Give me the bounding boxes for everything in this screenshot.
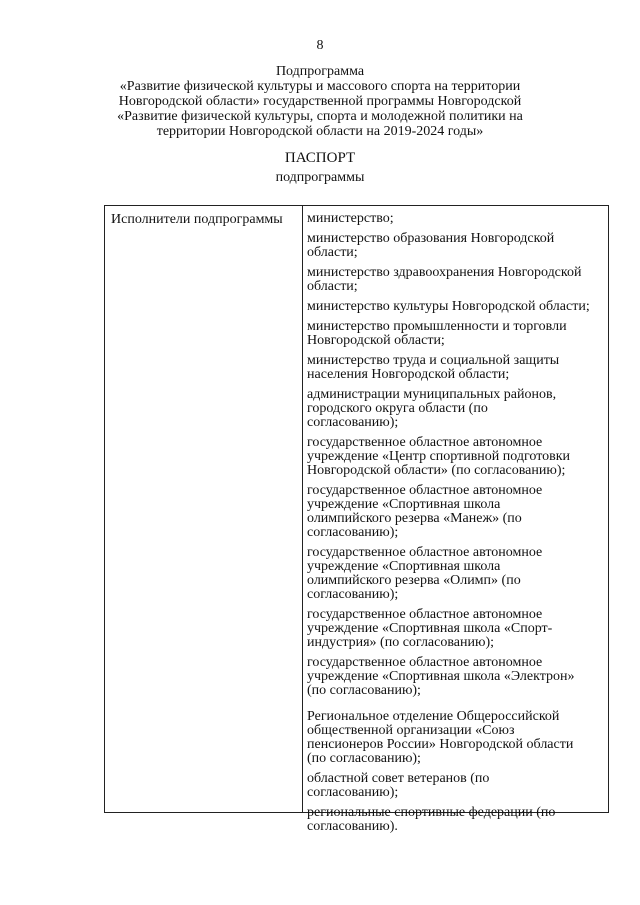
executors-list [307, 212, 607, 840]
executor-item [307, 546, 607, 602]
passport-subtitle: подпрограммы [275, 170, 365, 185]
executor-item-line: олимпийского резерва «Олимп» (по [307, 573, 521, 588]
executor-item-line: учреждение «Спортивная школа «Спорт- [307, 621, 553, 636]
executor-item-line: пенсионеров России» Новгородской области [307, 737, 574, 752]
executor-item-line: согласованию); [307, 525, 399, 540]
executor-item-line: региональные спортивные федерации (по [307, 805, 556, 820]
executor-item-line: министерство здравоохранения Новгородской [307, 265, 582, 280]
executor-item-line: государственное областное автономное [307, 545, 543, 560]
executor-item-line: (по согласованию); [307, 683, 421, 698]
executor-item [307, 806, 607, 834]
executor-item [307, 484, 607, 540]
header-line: Подпрограмма [275, 64, 365, 79]
column-divider [302, 206, 303, 812]
executor-item-line: министерство культуры Новгородской области; [307, 299, 590, 314]
executor-item [307, 608, 607, 650]
executor-item [307, 656, 607, 698]
executor-item-line: областной совет ветеранов (по [307, 771, 490, 786]
executor-item [307, 388, 607, 430]
executor-item-line: государственное областное автономное [307, 607, 543, 622]
executor-item-line: олимпийского резерва «Манеж» (по [307, 511, 522, 526]
executor-item-line: согласованию). [307, 819, 398, 834]
executor-item [307, 436, 607, 478]
executor-item-line: Региональное отделение Общероссийской [307, 709, 560, 724]
executor-item [307, 710, 607, 766]
executor-item-line: согласованию); [307, 587, 399, 602]
executor-item-line: области; [307, 279, 358, 294]
executor-item-line: согласованию); [307, 415, 399, 430]
executor-item-line: государственное областное автономное [307, 435, 543, 450]
header-line: «Развитие физической культуры и массового спорта на территории [119, 79, 521, 94]
executor-item-line: учреждение «Спортивная школа «Электрон» [307, 669, 575, 684]
passport-title: ПАСПОРТ [284, 150, 356, 166]
executor-item [307, 266, 607, 294]
executor-item-line: учреждение «Спортивная школа [307, 559, 501, 574]
subprogram-header [60, 64, 580, 139]
executor-item-line: общественной организации «Союз [307, 723, 515, 738]
executor-item-line: области; [307, 245, 358, 260]
executor-item-line: министерство образования Новгородской [307, 231, 555, 246]
executor-item-line: городского округа области (по [307, 401, 488, 416]
executor-item [307, 232, 607, 260]
executors-label: Исполнители подпрограммы [111, 212, 283, 227]
executor-item-line: государственное областное автономное [307, 655, 543, 670]
header-line: территории Новгородской области на 2019-2024 годы» [156, 124, 484, 139]
executor-item [307, 320, 607, 348]
header-line: Новгородской области» государственной программы Новгородской [118, 94, 522, 109]
page-number: 8 [316, 38, 324, 53]
executor-item-line: согласованию); [307, 785, 399, 800]
passport-table [104, 205, 609, 834]
executor-item [307, 212, 607, 226]
executor-item-line: индустрия» (по согласованию); [307, 635, 494, 650]
executor-item-line: министерство труда и социальной защиты [307, 353, 560, 368]
executor-item-line: администрации муниципальных районов, [307, 387, 557, 402]
executor-item-line: Новгородской области» (по согласованию); [307, 463, 566, 478]
executor-item-line: (по согласованию); [307, 751, 421, 766]
header-line: «Развитие физической культуры, спорта и молодежной политики на [117, 109, 523, 124]
executor-item-line: населения Новгородской области; [307, 367, 510, 382]
executor-item-line: министерство промышленности и торговли [307, 319, 567, 334]
executor-item-line: государственное областное автономное [307, 483, 543, 498]
executor-item [307, 772, 607, 800]
executor-item-line: министерство; [307, 211, 394, 226]
executor-item-line: учреждение «Спортивная школа [307, 497, 501, 512]
executor-item [307, 354, 607, 382]
executor-item [307, 300, 607, 314]
executor-item-line: Новгородской области; [307, 333, 445, 348]
executor-item-line: учреждение «Центр спортивной подготовки [307, 449, 571, 464]
